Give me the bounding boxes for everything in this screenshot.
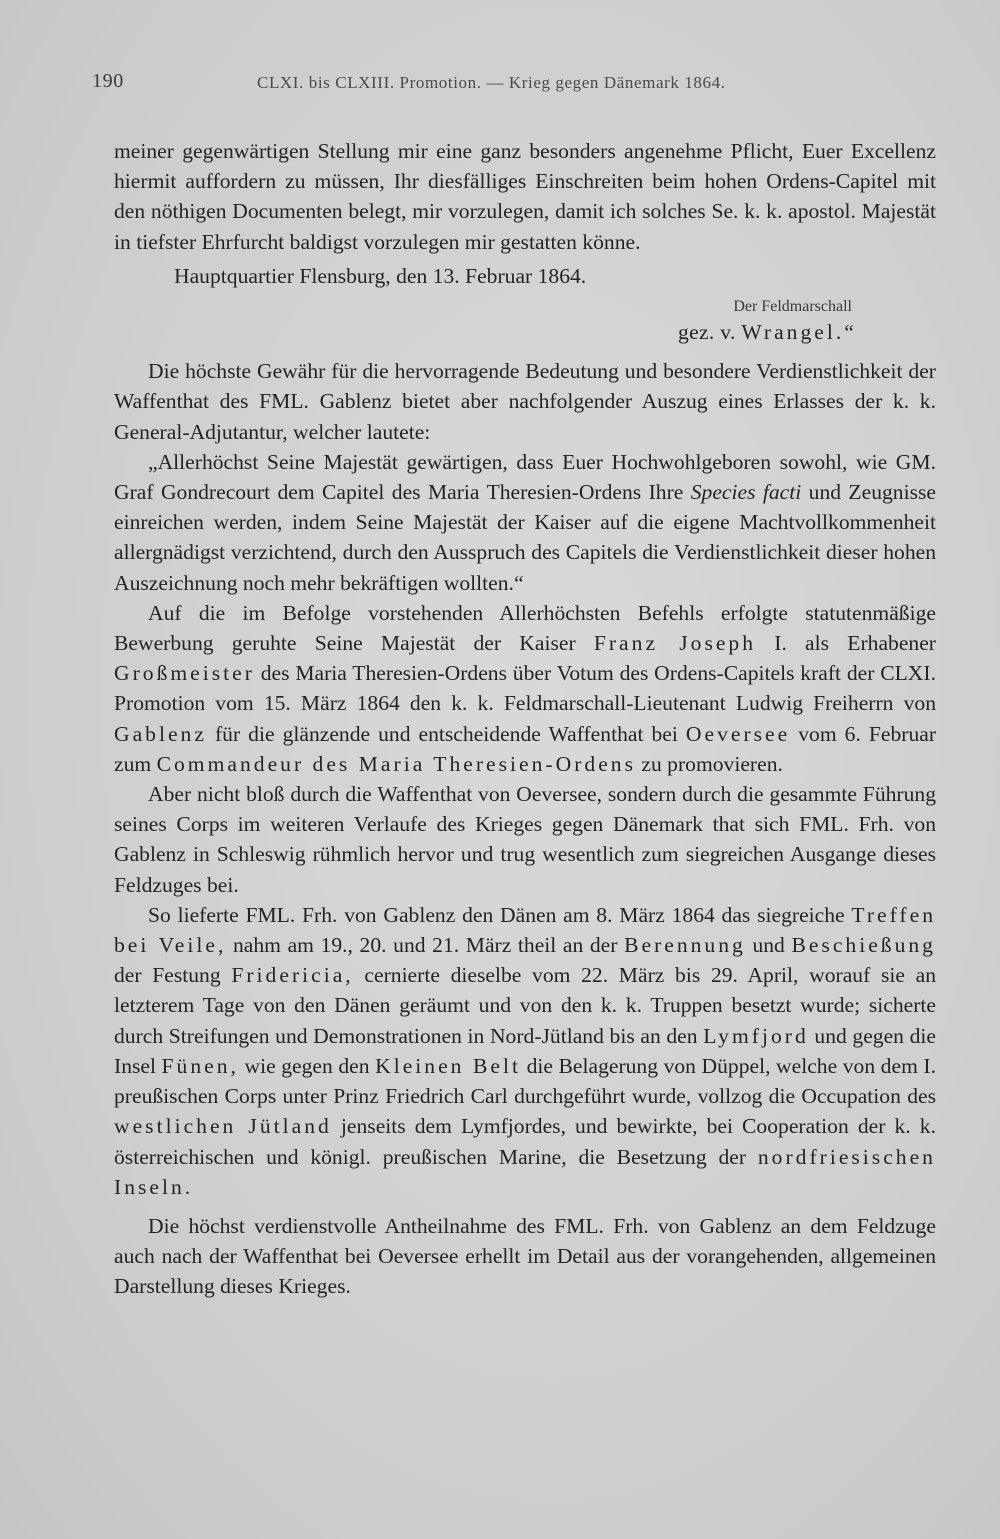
- paragraph: Die höchste Gewähr für die hervorragende Bedeutung und besondere Verdienstlichkeit der Waffenthat des FML. Gablenz bietet aber nachfolgender Auszug eines Erlasses der k. k. General-Adjutantur, welcher lautete:: [114, 359, 936, 444]
- text-run: nahm am 19., 20. und 21. März theil an der: [232, 933, 618, 958]
- text-run: I. als Erhabener: [774, 631, 936, 656]
- text-run: jenseits dem Lymfjordes, und bewirkte, bei Cooperation der k. k. österreichischen und königl. preußischen Marine, die Besetzung der: [114, 1114, 936, 1169]
- spaced-term: Beschießung: [791, 933, 936, 958]
- text-run: zu promovieren.: [641, 751, 783, 776]
- text-run: und gegen die Insel: [114, 1023, 936, 1078]
- date-line: Hauptquartier Flensburg, den 13. Februar 1864.: [174, 263, 587, 288]
- spaced-term: Berennung: [624, 933, 746, 958]
- paragraph: Aber nicht bloß durch die Waffenthat von Oeversee, sondern durch die gesammte Führung seines Corps im weiteren Verlaufe des Krieges gegen Dänemark that sich FML. Frh. von Gablenz in Schleswig rühmlich hervor und trug wesentlich zum siegreichen Ausgange dieses Feldzuges bei.: [114, 782, 936, 897]
- paragraph: Die höchst verdienstvolle Antheilnahme des FML. Frh. von Gablenz an dem Feldzuge auch nach der Waffenthat bei Oeversee erhellt im Detail aus der vorangehenden, allgemeinen Darstellung dieses Krieges.: [114, 1213, 936, 1299]
- text-run: So lieferte FML. Frh. von Gablenz den Dänen am 8. März 1864 das siegreiche: [148, 902, 845, 927]
- spaced-place: westlichen Jütland: [114, 1114, 332, 1139]
- spaced-term: Commandeur des Maria Theresien-Ordens: [156, 751, 636, 776]
- text-run: und: [752, 933, 785, 958]
- paragraph-continued: meiner gegenwärtigen Stellung mir eine ganz besonders angenehme Pflicht, Euer Excellenz hiermit auffordern zu müssen, Ihr diesfälliges Einschreiten beim hohen Ordens-Capitel mit den nöthigen Documenten belegt, mir vorzulegen, damit ich solches Se. k. k. apostol. Majestät in tiefster Ehrfurcht baldigst vorzulegen mir gestatten könne.: [114, 139, 936, 254]
- text-run: der Festung: [114, 963, 221, 988]
- spaced-place: Oeversee: [685, 721, 791, 746]
- spaced-place: nordfriesischen Inseln.: [114, 1144, 936, 1199]
- text-run: des Maria Theresien-Ordens über Votum des Ordens-Capitels kraft der CLXI. Promotion vom 15. März 1864 den k. k. Feldmarschall-Lieutenant Ludwig Freiherrn von: [114, 661, 936, 716]
- page-number: 190: [92, 70, 124, 92]
- text-run: Auf die im Befolge vorstehenden Allerhöchsten Befehls erfolgte statutenmäßige Bewerbung geruhte Seine Majestät der Kaiser: [114, 600, 936, 656]
- paragraph: [114, 900, 936, 1202]
- signature-name: [114, 317, 936, 347]
- running-title: CLXI. bis CLXIII. Promotion. — Krieg gegen Dänemark 1864.: [257, 73, 726, 92]
- signature-prefix: gez. v.: [678, 320, 736, 345]
- paragraph-quote: [114, 447, 936, 598]
- spaced-term: Treffen bei Veile,: [114, 902, 937, 958]
- text-run: die Belagerung von Düppel, welche von dem I. preußischen Corps unter Prinz Friedrich Carl durchgeführt wurde, vollzog die Occupation des: [114, 1053, 937, 1109]
- text-run: „Allerhöchst Seine Majestät gewärtigen, dass Euer Hochwohlgeboren sowohl, wie GM. Graf Gondrecourt dem Capitel des Maria Theresien-Ordens Ihre: [114, 449, 936, 505]
- body-text: [114, 136, 936, 1302]
- text-run: und Zeugnisse einreichen werden, indem Seine Majestät der Kaiser auf die eigene Machtvollkommenheit allergnädigst verzichtend, durch den Ausspruch des Capitels die Verdienstlichkeit dieser hohen Auszeichnung noch mehr bekräftigen wollten.“: [114, 480, 936, 595]
- text-run: für die glänzende und entscheidende Waffenthat bei: [214, 721, 678, 746]
- signature-surname: Wrangel.“: [741, 320, 857, 345]
- spaced-place: Lymfjord: [703, 1023, 809, 1048]
- page-header: [92, 70, 932, 100]
- text-run: cernierte dieselbe vom 22. März bis 29. April, worauf sie an letzterem Tage von den Dänen geräumt und von den k. k. Truppen besetzt wurde; sicherte durch Streifungen und Demonstrationen in Nord-Jütland bis an den: [114, 963, 937, 1048]
- paragraph: [114, 598, 936, 779]
- spaced-term: Großmeister: [114, 661, 255, 686]
- signature-title: Der Feldmarschall: [733, 298, 852, 316]
- spaced-place: Kleinen Belt: [375, 1053, 521, 1078]
- text-run: vom 6. Februar zum: [114, 721, 937, 776]
- spaced-place: Fridericia,: [231, 963, 354, 988]
- spaced-name: Gablenz: [114, 721, 207, 746]
- spaced-name: Franz Joseph: [593, 631, 757, 656]
- spaced-place: Fünen,: [161, 1053, 239, 1078]
- italic-term: Species facti: [690, 480, 802, 505]
- text-run: wie gegen den: [244, 1053, 370, 1078]
